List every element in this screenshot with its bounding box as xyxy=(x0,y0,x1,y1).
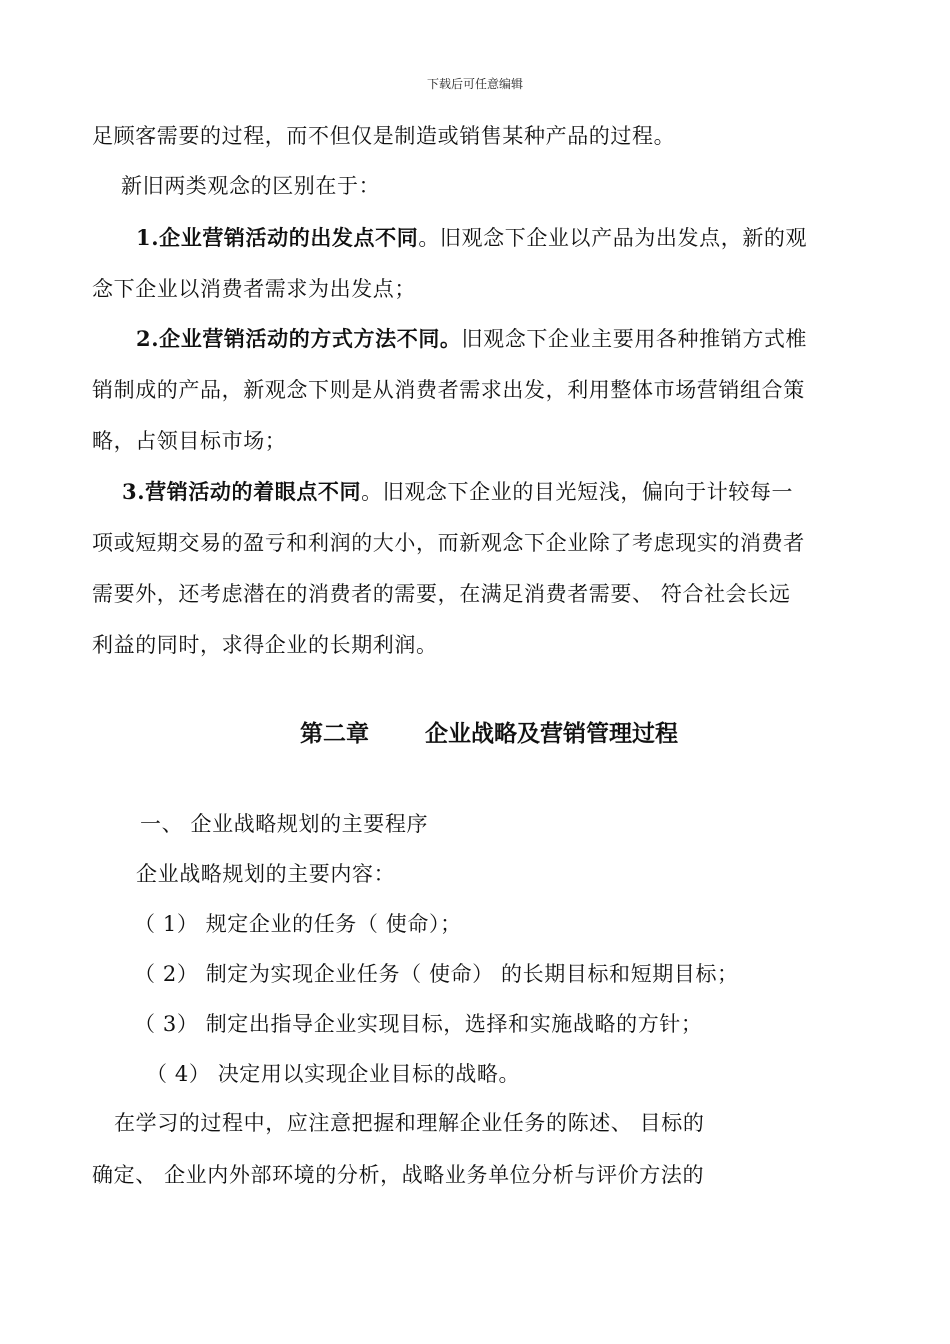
body-line-2: 新旧两类观念的区别在于： xyxy=(121,174,381,198)
closing-line-2: 确定、 企业内外部环境的分析，战略业务单位分析与评价方法的 xyxy=(92,1163,705,1187)
section-item-1: （ 1） 规定企业的任务（ 使命）； xyxy=(134,912,462,936)
list-item-2-heading: 2.企业营销活动的方式方法不同。 xyxy=(136,326,462,351)
list-item-1 xyxy=(136,224,807,252)
list-item-2-continuation-1: 销制成的产品，新观念下则是从消费者需求出发，利用整体市场营销组合策 xyxy=(92,378,805,402)
list-item-3-continuation-3: 利益的同时，求得企业的长期利润。 xyxy=(92,633,438,657)
list-item-1-heading: 1.企业营销活动的出发点不同 xyxy=(136,225,419,250)
body-line-1: 足顾客需要的过程，而不但仅是制造或销售某种产品的过程。 xyxy=(92,124,676,148)
chapter-title xyxy=(300,718,678,750)
list-item-2 xyxy=(136,325,807,353)
chapter-number: 第二章 xyxy=(300,720,369,747)
list-item-3-heading: 3.营销活动的着眼点不同 xyxy=(122,479,362,504)
section-item-4: （ 4） 决定用以实现企业目标的战略。 xyxy=(146,1062,521,1086)
list-item-3-continuation-2: 需要外，还考虑潜在的消费者的需要，在满足消费者需要、 符合社会长远 xyxy=(92,582,791,606)
closing-line-1: 在学习的过程中，应注意把握和理解企业任务的陈述、 目标的 xyxy=(114,1111,705,1135)
page-header: 下载后可任意编辑 xyxy=(426,77,523,91)
list-item-2-text: 旧观念下企业主要用各种推销方式椎 xyxy=(461,327,808,351)
list-item-3 xyxy=(122,478,793,506)
list-item-2-continuation-2: 略，占领目标市场； xyxy=(92,429,287,453)
section-item-3: （ 3） 制定出指导企业实现目标，选择和实施战略的方针； xyxy=(134,1012,703,1036)
section-intro: 企业战略规划的主要内容： xyxy=(136,862,396,886)
list-item-3-text: 。旧观念下企业的目光短浅，偏向于计较每一 xyxy=(361,480,794,504)
list-item-1-continuation: 念下企业以消费者需求为出发点； xyxy=(92,277,416,301)
chapter-name: 企业战略及营销管理过程 xyxy=(425,720,678,747)
list-item-3-continuation-1: 项或短期交易的盈亏和利润的大小，而新观念下企业除了考虑现实的消费者 xyxy=(92,531,805,555)
section-item-2: （ 2） 制定为实现企业任务（ 使命） 的长期目标和短期目标； xyxy=(134,962,739,986)
section-heading: 一、 企业战略规划的主要程序 xyxy=(140,812,429,836)
list-item-1-text: 。旧观念下企业以产品为出发点，新的观 xyxy=(418,226,808,250)
